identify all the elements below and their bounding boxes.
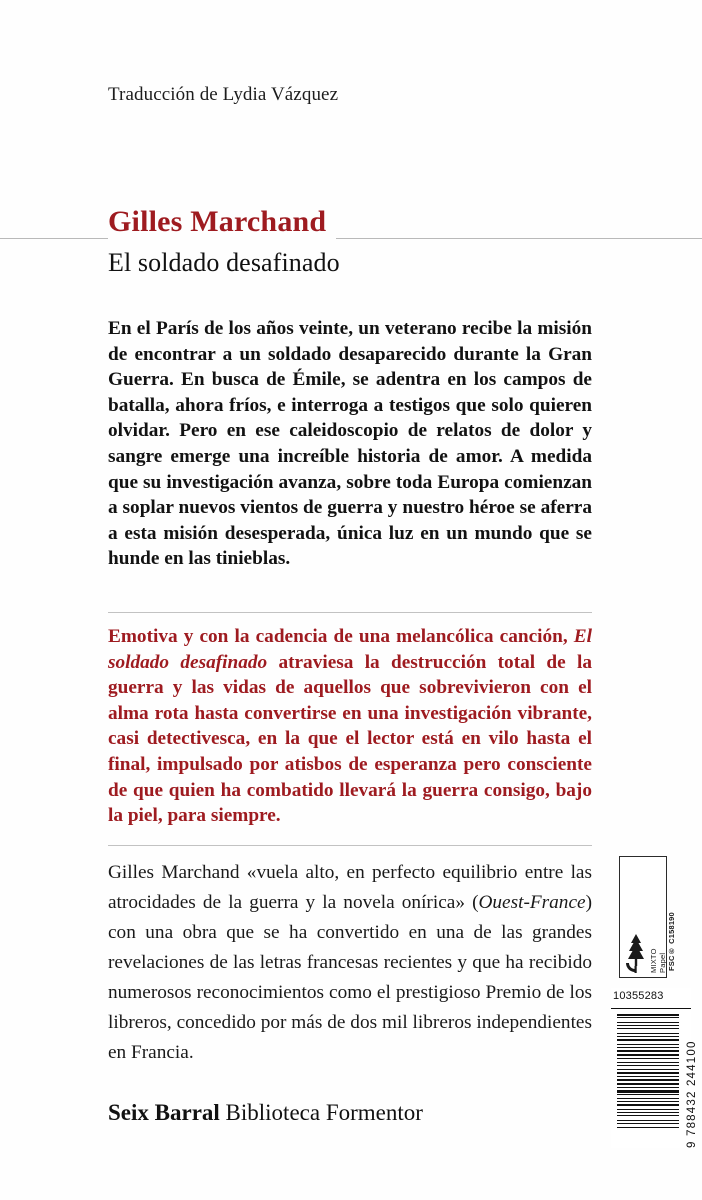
synopsis-text: En el París de los años veinte, un veterano recibe la misión de encontrar a un soldado desaparecido durante la Gran Guerra. En busca de Émile, se adentra en los campos de batalla, ahora fríos, e interroga a testigos que solo quieren olvidar. Pero en ese caleidoscopio de relatos de dolor y sangre emerge una increíble historia de amor. A medida que su investigación avanza, sobre toda Europa comienzan a soplar nuevos vientos de guerra y nuestro héroe se aferra a esta misión desesperada, única luz en un mundo que se hunde en las tinieblas. — [108, 318, 592, 570]
fsc-line-2: Papel — [658, 952, 667, 973]
press-paragraph — [108, 858, 592, 1068]
author-name: Gilles Marchand — [108, 205, 336, 239]
barcode-internal-number: 10355283 — [613, 990, 664, 1002]
press-source-italic: Ouest-France — [478, 892, 586, 913]
book-title: El soldado desafinado — [108, 248, 340, 277]
press-part-one: Gilles Marchand «vuela alto, en perfecto equilibrio entre las atrocidades de la guerra y la novela onírica» ( — [108, 862, 592, 913]
fsc-label — [619, 856, 676, 978]
quote-part-one: Emotiva y con la cadencia de una melancólica canción, — [108, 626, 574, 647]
barcode-bars — [617, 1014, 679, 1130]
barcode-top-divider — [611, 1008, 691, 1009]
collection-name: Biblioteca Formentor — [225, 1100, 423, 1125]
fsc-tree-icon — [623, 932, 649, 974]
quote-title-italic: El soldado desafinado — [108, 626, 592, 673]
quote-part-two: atraviesa la destrucción total de la guerra y las vidas de aquellos que sobrevivieron con el alma rota hasta convertirse en una investigación vibrante, casi detectivesca, en la que el lector está en vilo hasta el final, impulsado por atisbos de esperanza pero consciente de que quien ha combatido llevará la guerra consigo, bajo la piel, para siempre. — [108, 651, 592, 827]
press-part-two: ) con una obra que se ha convertido en una de las grandes revelaciones de las letras francesas recientes y que ha recibido numerosos reconocimientos como el prestigioso Premio de los libreros, concedido por más de dos mil libreros independientes en Francia. — [108, 892, 592, 1063]
translator-credit: Traducción de Lydia Vázquez — [108, 84, 339, 105]
publisher-imprint — [108, 1100, 423, 1126]
fsc-text-block — [649, 861, 676, 973]
divider-above-press — [108, 845, 592, 846]
publisher-name: Seix Barral — [108, 1100, 220, 1125]
header-divider — [0, 238, 702, 239]
divider-above-quote — [108, 612, 592, 613]
fsc-line-3: FSC® C158190 — [667, 912, 676, 971]
press-quote-highlight — [108, 624, 592, 829]
barcode-digits: 9 788432 244100 — [686, 1040, 698, 1148]
fsc-line-1: MIXTO — [649, 948, 658, 973]
